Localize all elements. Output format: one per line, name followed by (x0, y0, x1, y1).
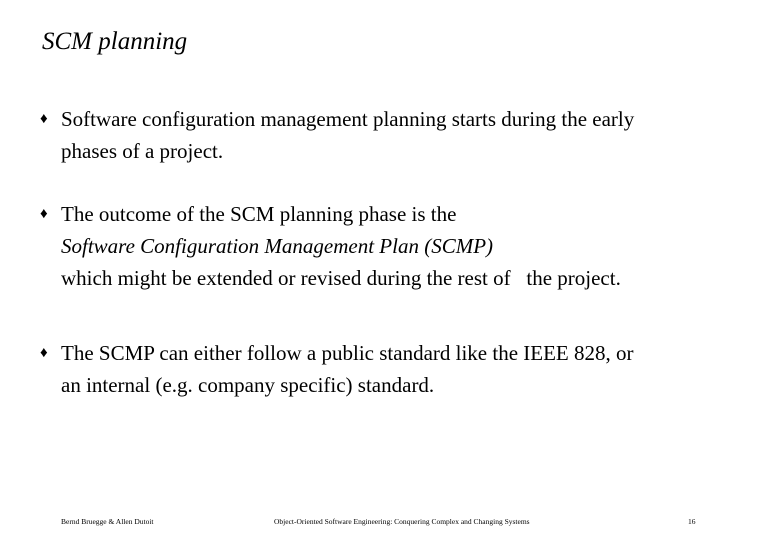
bullet-text (61, 103, 741, 167)
diamond-bullet-icon: ♦ (40, 345, 48, 361)
scmp-plan-name: Software Configuration Management Plan (SCMP) (61, 234, 494, 258)
bullet-line: which might be extended or revised during the rest of the project. (61, 266, 621, 290)
bullet-line: phases of a project. (61, 139, 224, 163)
footer-book-title: Object-Oriented Software Engineering: Conquering Complex and Changing Systems (274, 517, 530, 526)
diamond-bullet-icon: ♦ (40, 111, 48, 127)
footer-page-number: 16 (688, 517, 696, 526)
bullet-line: Software configuration management planning starts during the early (61, 107, 635, 131)
bullet-text (61, 337, 741, 401)
bullet-line: The SCMP can either follow a public standard like the IEEE 828, or (61, 341, 634, 365)
bullet-text (61, 198, 741, 294)
slide-title: SCM planning (42, 28, 188, 55)
diamond-bullet-icon: ♦ (40, 206, 48, 222)
bullet-line: The outcome of the SCM planning phase is the (61, 202, 457, 226)
bullet-line: an internal (e.g. company specific) standard. (61, 373, 435, 397)
footer-authors: Bernd Bruegge & Allen Dutoit (61, 517, 154, 526)
